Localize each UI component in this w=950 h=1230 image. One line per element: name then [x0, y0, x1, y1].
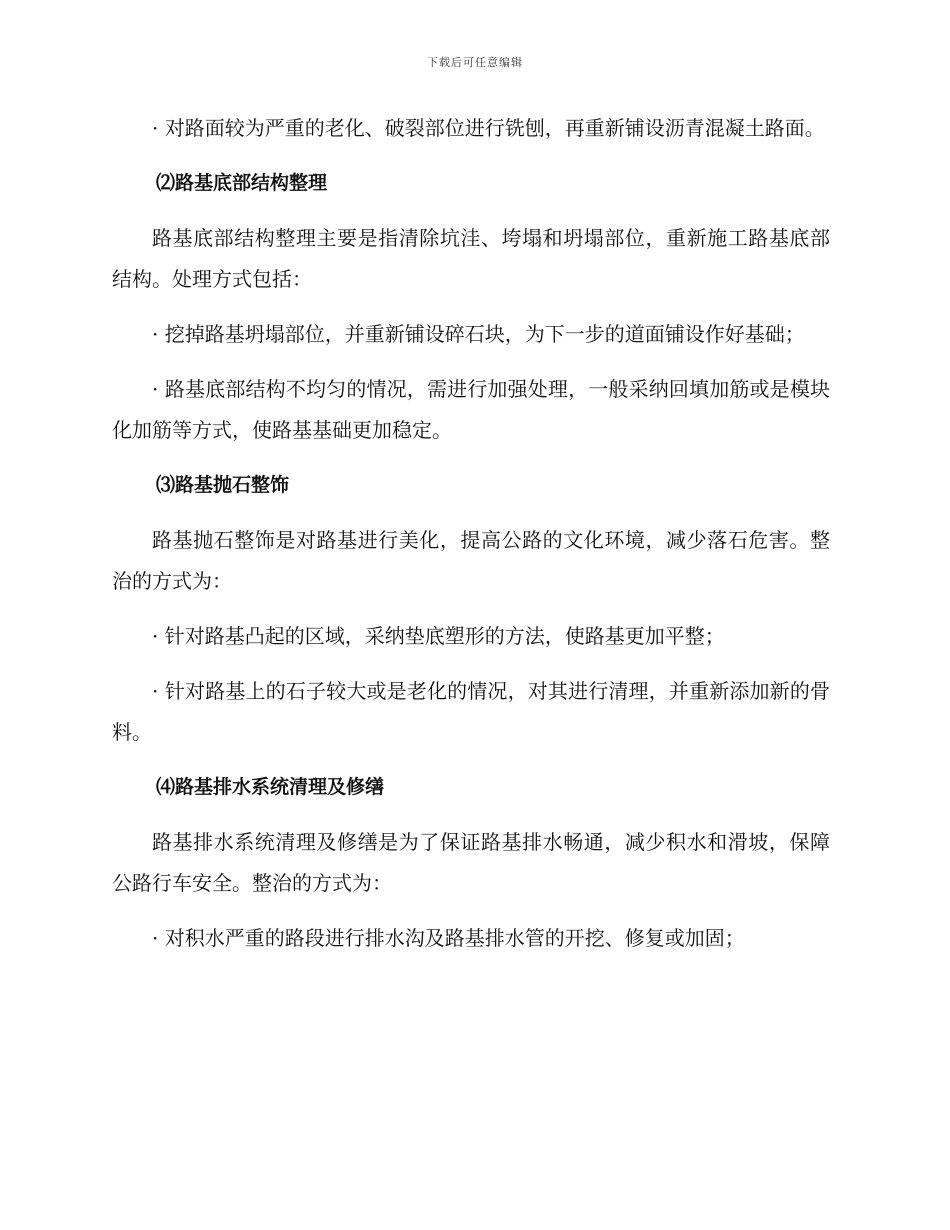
bullet-paragraph: · 对积水严重的路段进行排水沟及路基排水管的开挖、修复或加固； — [152, 926, 745, 950]
paragraph: 路基排水系统清理及修缮是为了保证路基排水畅通，减少积水和滑坡，保障公路行车安全。整治的方式为： — [112, 830, 830, 895]
document-body — [112, 108, 830, 973]
bullet-paragraph: · 针对路基凸起的区域，采纳垫底塑形的方法，使路基更加平整； — [152, 624, 725, 648]
page-header: 下载后可任意编辑 — [427, 56, 523, 69]
paragraph: 路基底部结构整理主要是指清除坑洼、垮塌和坍塌部位，重新施工路基底部结构。处理方式包括： — [112, 226, 830, 291]
bullet-paragraph: · 针对路基上的石子较大或是老化的情况，对其进行清理，并重新添加新的骨料。 — [112, 679, 830, 744]
bullet-paragraph: · 挖掉路基坍塌部位，并重新铺设碎石块，为下一步的道面铺设作好基础； — [152, 322, 805, 346]
section-heading: ⑵路基底部结构整理 — [156, 172, 328, 194]
bullet-paragraph: · 对路面较为严重的老化、破裂部位进行铣刨，再重新铺设沥青混凝土路面。 — [152, 116, 825, 140]
section-heading: ⑶路基抛石整饰 — [156, 474, 290, 496]
paragraph: 路基抛石整饰是对路基进行美化，提高公路的文化环境，减少落石危害。整治的方式为： — [112, 528, 830, 593]
bullet-paragraph: · 路基底部结构不均匀的情况，需进行加强处理，一般采纳回填加筋或是模块化加筋等方式，使路基基础更加稳定。 — [112, 377, 830, 442]
section-heading: ⑷路基排水系统清理及修缮 — [156, 776, 385, 798]
